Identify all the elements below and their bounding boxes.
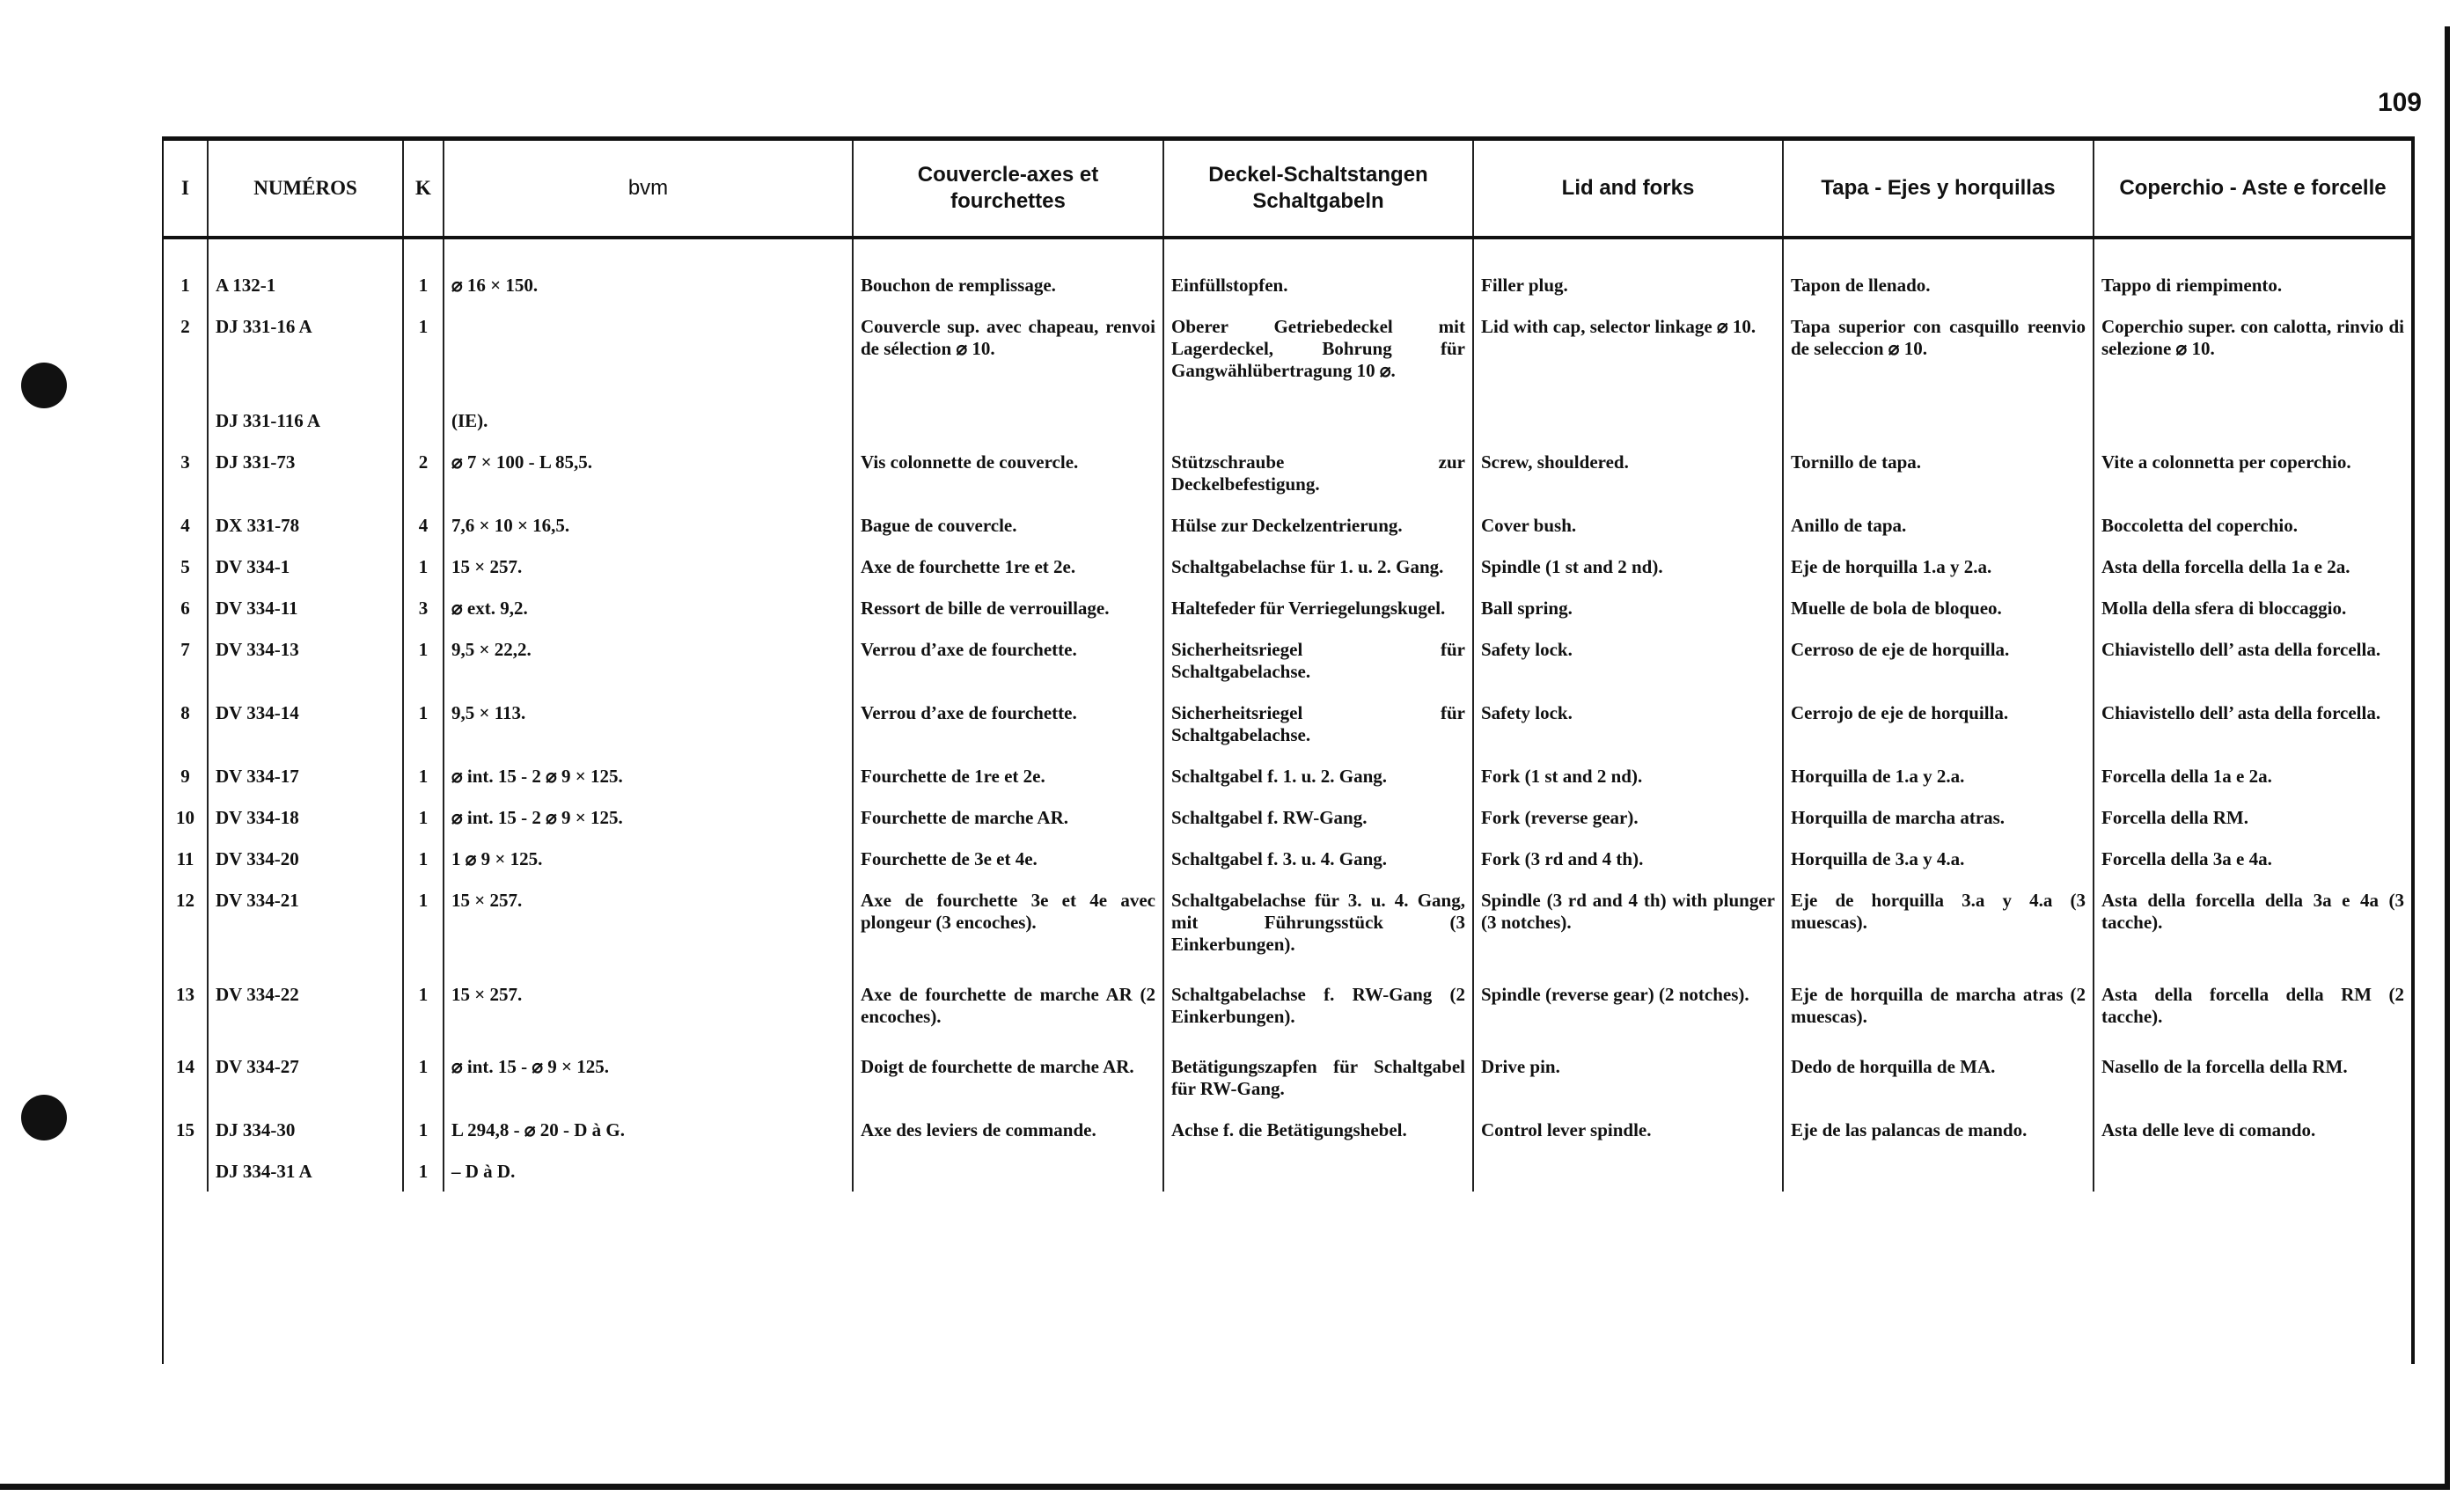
binder-hole-top — [21, 363, 67, 408]
table-row — [164, 796, 2411, 838]
cell-dimensions: L 294,8 - ⌀ 20 - D à G. — [444, 1109, 853, 1150]
cell-index: 15 — [176, 1119, 194, 1140]
col-header-i: I — [164, 141, 208, 238]
cell-spanish: Horquilla de 3.a y 4.a. — [1783, 838, 2094, 879]
cell-part-number: DJ 331-73 — [208, 441, 403, 504]
cell-spanish — [1783, 1150, 2094, 1192]
cell-part-number: DX 331-78 — [208, 504, 403, 546]
parts-table-frame — [162, 136, 2415, 1364]
cell-part-number: DV 334-21 — [208, 879, 403, 973]
cell-index: 5 — [180, 556, 190, 577]
cell-german — [1163, 400, 1473, 441]
cell-spanish: Anillo de tapa. — [1783, 504, 2094, 546]
cell-quantity: 1 — [403, 973, 444, 1045]
table-row — [164, 1150, 2411, 1192]
cell-italian — [2094, 400, 2411, 441]
cell-index: 6 — [180, 598, 190, 619]
cell-quantity: 1 — [403, 692, 444, 755]
cell-part-number: DV 334-14 — [208, 692, 403, 755]
cell-part-number: DJ 334-31 A — [208, 1150, 403, 1192]
cell-index: 7 — [180, 639, 190, 660]
cell-spanish: Eje de horquilla de marcha atras (2 muescas). — [1783, 973, 2094, 1045]
cell-quantity: 4 — [403, 504, 444, 546]
cell-italian: Asta della forcella della RM (2 tacche). — [2094, 973, 2411, 1045]
table-row — [164, 504, 2411, 546]
cell-index: 3 — [180, 451, 190, 473]
cell-dimensions: (IE). — [444, 400, 853, 441]
cell-english: Fork (3 rd and 4 th). — [1473, 838, 1783, 879]
cell-dimensions: 7,6 × 10 × 16,5. — [444, 504, 853, 546]
table-row — [164, 692, 2411, 755]
cell-part-number: A 132-1 — [208, 238, 403, 305]
table-row — [164, 973, 2411, 1045]
cell-quantity: 3 — [403, 587, 444, 628]
cell-french: Couvercle sup. avec chapeau, renvoi de sélection ⌀ 10. — [853, 305, 1163, 400]
cell-german: Schaltgabel f. RW-Gang. — [1163, 796, 1473, 838]
cell-quantity: 1 — [403, 1109, 444, 1150]
cell-italian: Asta della forcella della 3a e 4a (3 tacche). — [2094, 879, 2411, 973]
cell-spanish: Tapon de llenado. — [1783, 238, 2094, 305]
cell-french: Ressort de bille de verrouillage. — [853, 587, 1163, 628]
cell-german: Schaltgabel f. 1. u. 2. Gang. — [1163, 755, 1473, 796]
col-header-it: Coperchio - Aste e forcelle — [2094, 141, 2411, 238]
cell-dimensions — [444, 305, 853, 400]
cell-french: Axe de fourchette 3e et 4e avec plongeur (3 encoches). — [853, 879, 1163, 973]
cell-quantity: 1 — [403, 546, 444, 587]
cell-italian: Forcella della RM. — [2094, 796, 2411, 838]
cell-english: Screw, shouldered. — [1473, 441, 1783, 504]
cell-german: Hülse zur Deckelzentrierung. — [1163, 504, 1473, 546]
col-header-es: Tapa - Ejes y horquillas — [1783, 141, 2094, 238]
table-row — [164, 1109, 2411, 1150]
cell-german — [1163, 1150, 1473, 1192]
cell-english — [1473, 1150, 1783, 1192]
cell-italian: Asta della forcella della 1a e 2a. — [2094, 546, 2411, 587]
col-header-fr: Couvercle-axes et fourchettes — [853, 141, 1163, 238]
cell-dimensions: ⌀ int. 15 - 2 ⌀ 9 × 125. — [444, 755, 853, 796]
cell-dimensions: ⌀ 7 × 100 - L 85,5. — [444, 441, 853, 504]
cell-french: Axe de fourchette 1re et 2e. — [853, 546, 1163, 587]
cell-spanish: Tornillo de tapa. — [1783, 441, 2094, 504]
cell-quantity: 1 — [403, 628, 444, 692]
cell-english: Safety lock. — [1473, 692, 1783, 755]
cell-part-number: DV 334-27 — [208, 1045, 403, 1109]
col-header-bvm: bvm — [444, 141, 853, 238]
cell-spanish: Eje de horquilla 3.a y 4.a (3 muescas). — [1783, 879, 2094, 973]
cell-italian: Boccoletta del coperchio. — [2094, 504, 2411, 546]
cell-index: 10 — [176, 807, 194, 828]
cell-german: Sicherheitsriegel für Schaltgabelachse. — [1163, 692, 1473, 755]
cell-dimensions: ⌀ 16 × 150. — [444, 238, 853, 305]
cell-german: Schaltgabelachse f. RW-Gang (2 Einkerbungen). — [1163, 973, 1473, 1045]
cell-quantity: 1 — [403, 796, 444, 838]
cell-german: Betätigungszapfen für Schaltgabel für RW-Gang. — [1163, 1045, 1473, 1109]
table-row — [164, 838, 2411, 879]
cell-italian: Chiavistello dell’ asta della forcella. — [2094, 692, 2411, 755]
page-number: 109 — [2377, 88, 2422, 117]
cell-english — [1473, 400, 1783, 441]
cell-french: Fourchette de 1re et 2e. — [853, 755, 1163, 796]
cell-dimensions: – D à D. — [444, 1150, 853, 1192]
cell-german: Schaltgabelachse für 3. u. 4. Gang, mit Führungsstück (3 Einkerbungen). — [1163, 879, 1473, 973]
cell-english: Fork (1 st and 2 nd). — [1473, 755, 1783, 796]
parts-table — [164, 141, 2411, 1192]
table-row — [164, 755, 2411, 796]
cell-french: Bague de couvercle. — [853, 504, 1163, 546]
cell-dimensions: 15 × 257. — [444, 546, 853, 587]
cell-spanish: Cerroso de eje de horquilla. — [1783, 628, 2094, 692]
cell-part-number: DJ 331-116 A — [208, 400, 403, 441]
cell-italian: Forcella della 1a e 2a. — [2094, 755, 2411, 796]
cell-german: Schaltgabelachse für 1. u. 2. Gang. — [1163, 546, 1473, 587]
cell-german: Einfüllstopfen. — [1163, 238, 1473, 305]
cell-french: Fourchette de 3e et 4e. — [853, 838, 1163, 879]
cell-index: 13 — [176, 984, 194, 1005]
cell-quantity: 1 — [403, 838, 444, 879]
cell-dimensions: 1 ⌀ 9 × 125. — [444, 838, 853, 879]
cell-spanish: Tapa superior con casquillo reenvio de seleccion ⌀ 10. — [1783, 305, 2094, 400]
cell-german: Haltefeder für Verriegelungskugel. — [1163, 587, 1473, 628]
table-row — [164, 305, 2411, 400]
cell-german: Sicherheitsriegel für Schaltgabelachse. — [1163, 628, 1473, 692]
page-frame-right — [2445, 26, 2450, 1487]
cell-italian: Asta delle leve di comando. — [2094, 1109, 2411, 1150]
table-row — [164, 238, 2411, 305]
cell-italian: Coperchio super. con calotta, rinvio di selezione ⌀ 10. — [2094, 305, 2411, 400]
cell-french: Axe de fourchette de marche AR (2 encoches). — [853, 973, 1163, 1045]
cell-spanish: Horquilla de 1.a y 2.a. — [1783, 755, 2094, 796]
cell-index: 4 — [180, 515, 190, 536]
cell-part-number: DV 334-1 — [208, 546, 403, 587]
cell-part-number: DV 334-20 — [208, 838, 403, 879]
cell-english: Safety lock. — [1473, 628, 1783, 692]
cell-part-number: DV 334-11 — [208, 587, 403, 628]
cell-quantity: 1 — [403, 879, 444, 973]
cell-spanish: Horquilla de marcha atras. — [1783, 796, 2094, 838]
cell-quantity: 1 — [403, 1150, 444, 1192]
cell-french: Fourchette de marche AR. — [853, 796, 1163, 838]
binder-hole-bottom — [21, 1095, 67, 1140]
cell-german: Oberer Getriebedeckel mit Lagerdeckel, Bohrung für Gangwählübertragung 10 ⌀. — [1163, 305, 1473, 400]
cell-french: Doigt de fourchette de marche AR. — [853, 1045, 1163, 1109]
cell-dimensions: 15 × 257. — [444, 879, 853, 973]
cell-part-number: DV 334-13 — [208, 628, 403, 692]
cell-index — [164, 400, 208, 441]
cell-english: Ball spring. — [1473, 587, 1783, 628]
cell-french: Vis colonnette de couvercle. — [853, 441, 1163, 504]
cell-dimensions: 15 × 257. — [444, 973, 853, 1045]
table-row — [164, 628, 2411, 692]
cell-german: Stützschraube zur Deckelbefestigung. — [1163, 441, 1473, 504]
cell-part-number: DV 334-18 — [208, 796, 403, 838]
parts-table-body — [164, 238, 2411, 1192]
cell-german: Achse f. die Betätigungshebel. — [1163, 1109, 1473, 1150]
cell-english: Spindle (1 st and 2 nd). — [1473, 546, 1783, 587]
col-header-de: Deckel-Schaltstangen Schaltgabeln — [1163, 141, 1473, 238]
cell-dimensions: ⌀ int. 15 - 2 ⌀ 9 × 125. — [444, 796, 853, 838]
cell-french: Axe des leviers de commande. — [853, 1109, 1163, 1150]
col-header-k: K — [403, 141, 444, 238]
header-row — [164, 141, 2411, 238]
cell-dimensions: 9,5 × 113. — [444, 692, 853, 755]
table-row — [164, 546, 2411, 587]
cell-spanish: Eje de horquilla 1.a y 2.a. — [1783, 546, 2094, 587]
cell-quantity: 1 — [403, 1045, 444, 1109]
cell-spanish — [1783, 400, 2094, 441]
cell-italian: Vite a colonnetta per coperchio. — [2094, 441, 2411, 504]
cell-index: 2 — [180, 316, 190, 337]
cell-quantity: 1 — [403, 755, 444, 796]
cell-english: Spindle (reverse gear) (2 notches). — [1473, 973, 1783, 1045]
cell-index: 9 — [180, 766, 190, 787]
cell-index: 12 — [176, 890, 194, 911]
cell-quantity: 1 — [403, 238, 444, 305]
cell-index: 11 — [176, 848, 194, 869]
cell-quantity: 2 — [403, 441, 444, 504]
cell-italian: Chiavistello dell’ asta della forcella. — [2094, 628, 2411, 692]
cell-english: Spindle (3 rd and 4 th) with plunger (3 notches). — [1473, 879, 1783, 973]
cell-french: Bouchon de remplissage. — [853, 238, 1163, 305]
cell-index: 14 — [176, 1056, 194, 1077]
cell-french: Verrou d’axe de fourchette. — [853, 628, 1163, 692]
cell-index — [164, 1150, 208, 1192]
table-row — [164, 1045, 2411, 1109]
cell-italian: Tappo di riempimento. — [2094, 238, 2411, 305]
cell-spanish: Muelle de bola de bloqueo. — [1783, 587, 2094, 628]
cell-spanish: Eje de las palancas de mando. — [1783, 1109, 2094, 1150]
cell-spanish: Cerrojo de eje de horquilla. — [1783, 692, 2094, 755]
table-row — [164, 400, 2411, 441]
cell-italian: Nasello de la forcella della RM. — [2094, 1045, 2411, 1109]
cell-dimensions: ⌀ int. 15 - ⌀ 9 × 125. — [444, 1045, 853, 1109]
table-row — [164, 879, 2411, 973]
cell-english: Lid with cap, selector linkage ⌀ 10. — [1473, 305, 1783, 400]
cell-italian — [2094, 1150, 2411, 1192]
cell-german: Schaltgabel f. 3. u. 4. Gang. — [1163, 838, 1473, 879]
cell-french — [853, 1150, 1163, 1192]
cell-english: Drive pin. — [1473, 1045, 1783, 1109]
cell-english: Filler plug. — [1473, 238, 1783, 305]
cell-spanish: Dedo de horquilla de MA. — [1783, 1045, 2094, 1109]
table-row — [164, 441, 2411, 504]
table-row — [164, 587, 2411, 628]
cell-english: Fork (reverse gear). — [1473, 796, 1783, 838]
cell-dimensions: 9,5 × 22,2. — [444, 628, 853, 692]
cell-english: Control lever spindle. — [1473, 1109, 1783, 1150]
cell-index: 8 — [180, 702, 190, 723]
cell-english: Cover bush. — [1473, 504, 1783, 546]
cell-part-number: DJ 331-16 A — [208, 305, 403, 400]
cell-index: 1 — [180, 275, 190, 296]
cell-quantity: 1 — [403, 305, 444, 400]
col-header-en: Lid and forks — [1473, 141, 1783, 238]
page-frame-bottom — [0, 1484, 2450, 1490]
cell-italian: Forcella della 3a e 4a. — [2094, 838, 2411, 879]
col-header-numeros: NUMÉROS — [208, 141, 403, 238]
cell-quantity — [403, 400, 444, 441]
cell-french — [853, 400, 1163, 441]
cell-part-number: DV 334-22 — [208, 973, 403, 1045]
cell-part-number: DJ 334-30 — [208, 1109, 403, 1150]
cell-dimensions: ⌀ ext. 9,2. — [444, 587, 853, 628]
cell-part-number: DV 334-17 — [208, 755, 403, 796]
cell-french: Verrou d’axe de fourchette. — [853, 692, 1163, 755]
cell-italian: Molla della sfera di bloccaggio. — [2094, 587, 2411, 628]
